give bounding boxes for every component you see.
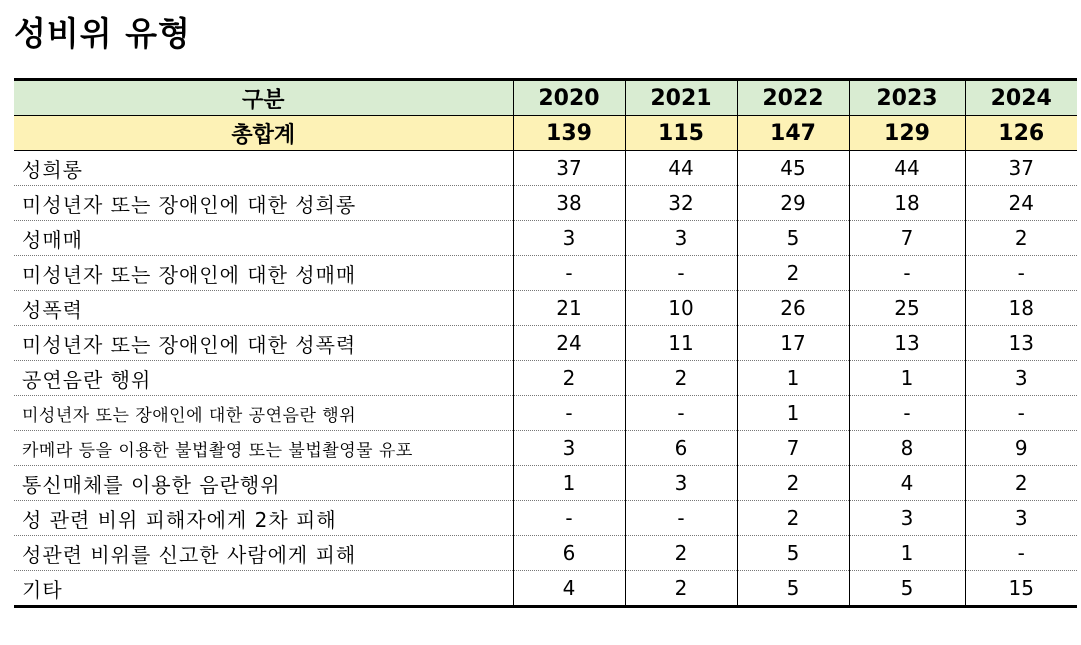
row-label: 미성년자 또는 장애인에 대한 성매매: [14, 256, 513, 291]
row-value: 7: [849, 221, 965, 256]
row-value: 6: [513, 536, 625, 571]
row-value: -: [849, 396, 965, 431]
table-row: [14, 256, 1077, 291]
total-value: 115: [625, 116, 737, 151]
row-value: -: [625, 256, 737, 291]
row-value: -: [965, 536, 1077, 571]
row-value: 18: [965, 291, 1077, 326]
table-row: [14, 431, 1077, 466]
row-value: 5: [737, 571, 849, 607]
total-value: 126: [965, 116, 1077, 151]
row-label: 통신매체를 이용한 음란행위: [14, 466, 513, 501]
row-value: 44: [849, 151, 965, 186]
row-value: 25: [849, 291, 965, 326]
header-year: 2024: [965, 80, 1077, 116]
row-value: 3: [625, 466, 737, 501]
total-row: [14, 116, 1077, 151]
row-label: 기타: [14, 571, 513, 607]
header-year: 2022: [737, 80, 849, 116]
row-value: 2: [737, 501, 849, 536]
row-value: -: [513, 501, 625, 536]
row-value: 3: [965, 501, 1077, 536]
row-value: 13: [849, 326, 965, 361]
row-value: 11: [625, 326, 737, 361]
row-value: 17: [737, 326, 849, 361]
page-title: 성비위 유형: [14, 14, 191, 53]
row-value: -: [965, 256, 1077, 291]
table-row: [14, 466, 1077, 501]
row-value: 1: [513, 466, 625, 501]
row-value: 1: [849, 361, 965, 396]
row-value: -: [513, 396, 625, 431]
row-value: 3: [513, 431, 625, 466]
row-value: 3: [849, 501, 965, 536]
row-label: 성폭력: [14, 291, 513, 326]
row-value: 5: [737, 536, 849, 571]
row-value: -: [625, 501, 737, 536]
table-row: [14, 186, 1077, 221]
row-value: 37: [965, 151, 1077, 186]
row-label: 성 관련 비위 피해자에게 2차 피해: [14, 501, 513, 536]
row-value: 44: [625, 151, 737, 186]
row-value: 2: [625, 571, 737, 607]
total-value: 147: [737, 116, 849, 151]
row-value: 6: [625, 431, 737, 466]
table-header-row: [14, 80, 1077, 116]
row-label: 미성년자 또는 장애인에 대한 성희롱: [14, 186, 513, 221]
table-row: [14, 221, 1077, 256]
row-value: 2: [513, 361, 625, 396]
row-value: 18: [849, 186, 965, 221]
row-value: 4: [849, 466, 965, 501]
sexual-misconduct-table: [14, 78, 1077, 608]
header-year: 2023: [849, 80, 965, 116]
row-value: 2: [737, 466, 849, 501]
row-value: 2: [965, 466, 1077, 501]
table-row: [14, 291, 1077, 326]
row-value: 29: [737, 186, 849, 221]
row-value: 9: [965, 431, 1077, 466]
row-value: 45: [737, 151, 849, 186]
row-value: 2: [737, 256, 849, 291]
row-value: 38: [513, 186, 625, 221]
row-value: 3: [625, 221, 737, 256]
table-row: [14, 571, 1077, 607]
row-label: 미성년자 또는 장애인에 대한 공연음란 행위: [14, 396, 513, 431]
row-value: 1: [849, 536, 965, 571]
row-label: 성희롱: [14, 151, 513, 186]
table-row: [14, 396, 1077, 431]
header-year: 2021: [625, 80, 737, 116]
row-value: 2: [965, 221, 1077, 256]
row-value: 3: [513, 221, 625, 256]
row-label: 미성년자 또는 장애인에 대한 성폭력: [14, 326, 513, 361]
row-value: 8: [849, 431, 965, 466]
table-row: [14, 151, 1077, 186]
row-label: 성관련 비위를 신고한 사람에게 피해: [14, 536, 513, 571]
total-value: 129: [849, 116, 965, 151]
row-value: 24: [513, 326, 625, 361]
row-value: 21: [513, 291, 625, 326]
row-label: 카메라 등을 이용한 불법촬영 또는 불법촬영물 유포: [14, 431, 513, 466]
row-value: 5: [737, 221, 849, 256]
header-category: 구분: [14, 80, 513, 116]
row-value: 15: [965, 571, 1077, 607]
row-value: 37: [513, 151, 625, 186]
row-value: 32: [625, 186, 737, 221]
row-value: 1: [737, 361, 849, 396]
row-value: 1: [737, 396, 849, 431]
row-label: 공연음란 행위: [14, 361, 513, 396]
total-label: 총합계: [14, 116, 513, 151]
row-value: -: [849, 256, 965, 291]
table-row: [14, 536, 1077, 571]
table-row: [14, 361, 1077, 396]
table-row: [14, 501, 1077, 536]
row-value: 4: [513, 571, 625, 607]
row-value: 3: [965, 361, 1077, 396]
row-value: 13: [965, 326, 1077, 361]
header-year: 2020: [513, 80, 625, 116]
row-value: 2: [625, 536, 737, 571]
row-value: -: [625, 396, 737, 431]
table-row: [14, 326, 1077, 361]
row-value: 5: [849, 571, 965, 607]
row-value: 10: [625, 291, 737, 326]
row-value: -: [965, 396, 1077, 431]
total-value: 139: [513, 116, 625, 151]
row-label: 성매매: [14, 221, 513, 256]
row-value: 7: [737, 431, 849, 466]
row-value: 26: [737, 291, 849, 326]
row-value: 2: [625, 361, 737, 396]
row-value: -: [513, 256, 625, 291]
row-value: 24: [965, 186, 1077, 221]
